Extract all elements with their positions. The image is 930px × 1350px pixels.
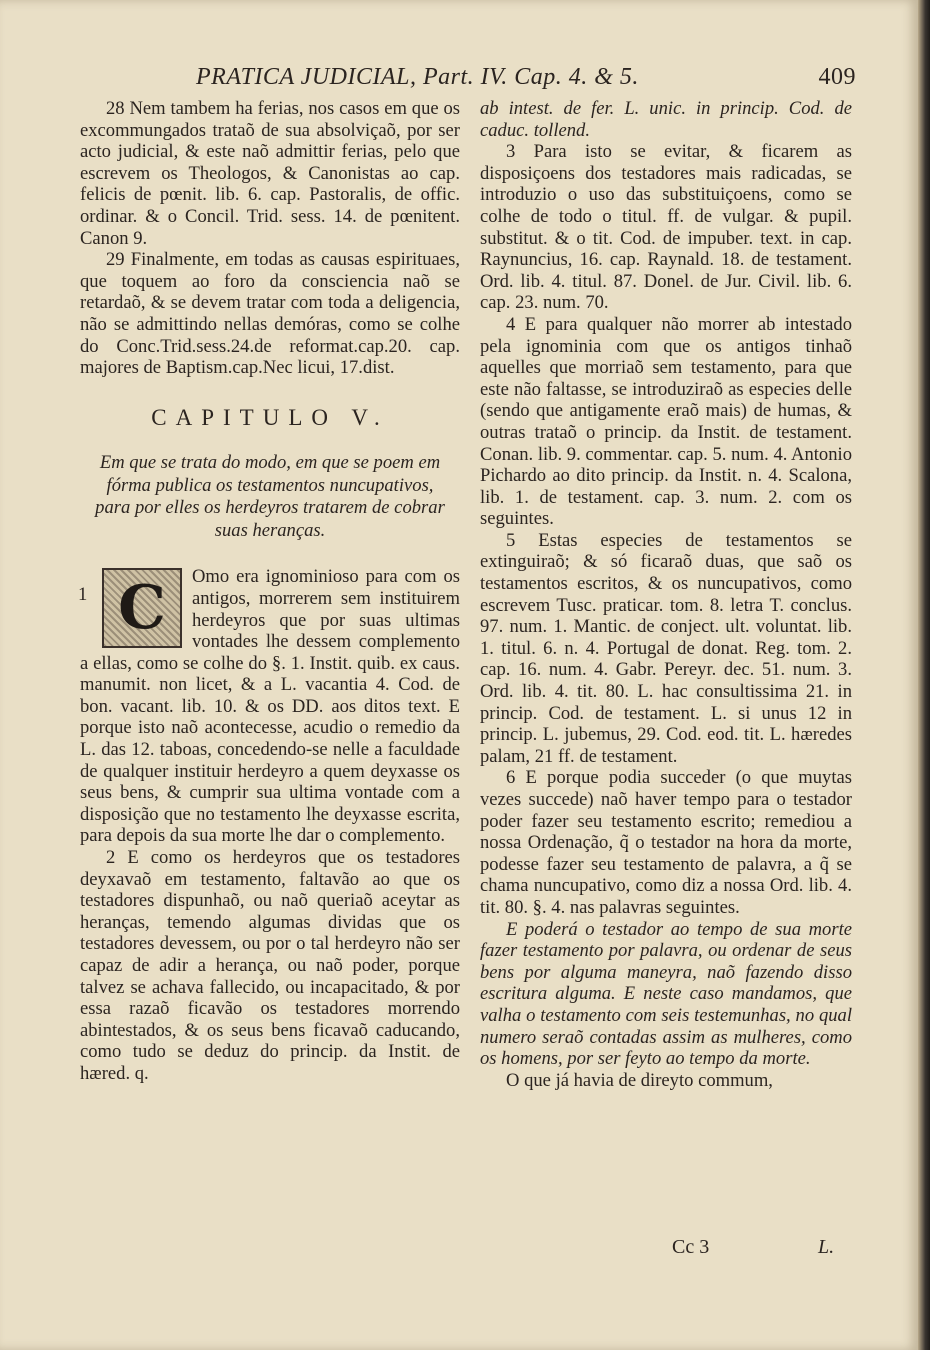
- paragraph-6: 6 E porque podia succeder (o que muytas vezes succede) naõ haver tempo para o testador poder fazer seu testamento escrito; remediou a nossa Ordenação, q̃ o testador na hora da morte, podesse fazer seu testamento de palavra, a q̃ se chama nuncupativo, como diz a nossa Ord. lib. 4. tit. 80. §. 4. nas palavras seguintes.: [480, 767, 852, 918]
- decorated-initial-letter: C: [118, 573, 166, 644]
- catchword: L.: [818, 1236, 835, 1258]
- chapter-summary: Em que se trata do modo, em que se poem em fórma publica os testamentos nuncupativos, para por elles os herdeyros tratarem de cobrar suas heranças.: [95, 452, 445, 541]
- chapter-heading: CAPITULO V.: [151, 404, 389, 430]
- left-column: [80, 98, 460, 1085]
- signature-mark: Cc 3: [672, 1236, 710, 1258]
- paragraph-continuation: ab intest. de fer. L. unic. in princip. Cod. de caduc. tollend.: [480, 98, 852, 141]
- paragraph-final: O que já havia de direyto commum,: [506, 1069, 773, 1091]
- decorated-initial: [102, 568, 182, 648]
- page-edge: [918, 0, 930, 1350]
- header-title: PRATICA JUDICIAL, Part. IV. Cap. 4. & 5.: [196, 64, 639, 90]
- right-column: [480, 98, 852, 1091]
- paragraph-2: 2 E como os herdeyros que os testadores deyxavaõ em testamento, faltavão ao que os testadores dispunhaõ, ou naõ queriaõ aceytar as heranças, temendo algumas dividas que os testadores devessem, ou por o tal herdeyro não ser capaz de adir a herança, ou naõ poder, porque talvez se achava fallecido, ou incapacitado, & por essa razaõ ficavão os testadores morrendo abintestados, & os seus bens ficavaõ caducando, como tudo se deduz do princip. da Instit. de hæred. q.: [80, 847, 460, 1084]
- paragraph-1-text: Omo era ignominioso para com os antigos, morrerem sem instituirem herdeyros que por suas ultimas vontades lhe dessem complemento a ellas, como se colhe do §. 1. Instit. quib. ex caus. manumit. non licet, & a L. vacantia 4. Cod. de bon. vacant. lib. 10. & os DD. aos ditos text. E porque isto naõ acontecesse, acudio o remedio da L. das 12. taboas, concedendo-se nelle a faculdade de qualquer instituir herdeyro a quem deyxasse os seus bens, & cumprir sua ultima vontade com a disposição que no testamento lhe deyxasse escrita, para depois da sua morte lhe dar o complemento.: [80, 566, 460, 847]
- paragraph-1-number: 1: [78, 584, 88, 606]
- paragraph-1: [80, 566, 460, 847]
- paragraph-3: 3 Para isto se evitar, & ficarem as disposiçoens dos testadores mais radicadas, se introduzio o uso das substituiçoens, como se colhe de todo o titul. ff. de vulgar. & pupil. substitut. & o tit. Cod. de impuber. text. in cap. Raynuncius, 16. cap. Raynald. 18. de testament. Ord. lib. 4. titul. 87. Donel. de Jur. Civil. lib. 6. cap. 23. num. 70.: [480, 141, 852, 314]
- paragraph-4: 4 E para qualquer não morrer ab intestado pela ignominia com que os antigos tinhaõ aquelles que morriaõ sem testamento, para que este não faltasse, se introduziraõ as especies delle (sendo que antigamente eraõ mais) de humas, & outras trataõ o princip. da Instit. de testament. Conan. lib. 9. commentar. cap. 5. num. 4. Antonio Pichardo ao dito princip. da Instit. n. 4. Scalona, lib. 1. de testament. cap. 3. num. 2. com os seguintes.: [480, 313, 852, 530]
- running-header: [196, 64, 856, 100]
- paragraph-29: 29 Finalmente, em todas as causas espirituaes, que toquem ao foro da consciencia naõ se retardaõ, & se devem tratar com toda a deligencia, não se admittindo nellas demóras, como se colhe do Conc.Trid.sess.24.de reformat.cap.20. cap. majores de Baptism.cap.Nec licui, 17.dist.: [80, 249, 460, 379]
- paragraph-5: 5 Estas especies de testamentos se extinguiraõ; & só ficaraõ duas, que saõ os testamentos escritos, & os nuncupativos, como escrevem Tusc. praticar. tom. 8. letra T. conclus. 97. num. 1. Mantic. de conject. ult. voluntat. lib. 1. titul. 6. n. 4. Portugal de donat. Reg. tom. 2. cap. 16. num. 4. Gabr. Pereyr. dec. 51. num. 3. Ord. lib. 4. tit. 80. L. hac consultissima 21. in princip. Cod. de testament. L. si unus 12 in princip. L. jubemus, 29. Cod. eod. tit. L. hæredes palam, 21 ff. de testament.: [480, 529, 852, 767]
- ordinance-quote: E poderá o testador ao tempo de sua morte fazer testamento por palavra, ou ordenar de seus bens por alguma maneyra, naõ fazendo disso escritura alguma. E neste caso mandamos, que valha o testamento com seis testemunhas, no qual numero seraõ contadas assim as mulheres, como os homens, por ser feyto ao tempo da morte.: [480, 918, 852, 1070]
- paragraph-28: 28 Nem tambem ha ferias, nos casos em que os excommungados trataõ de sua absolviçaõ, por ser acto judicial, & este naõ admittir ferias, pelo que escrevem os Theologos, & Canonistas ao cap. felicis de pœnit. lib. 6. cap. Pastoralis, de offic. ordinar. & o Concil. Trid. sess. 14. de pœnitent. Canon 9.: [80, 98, 460, 249]
- page-number: 409: [818, 64, 856, 90]
